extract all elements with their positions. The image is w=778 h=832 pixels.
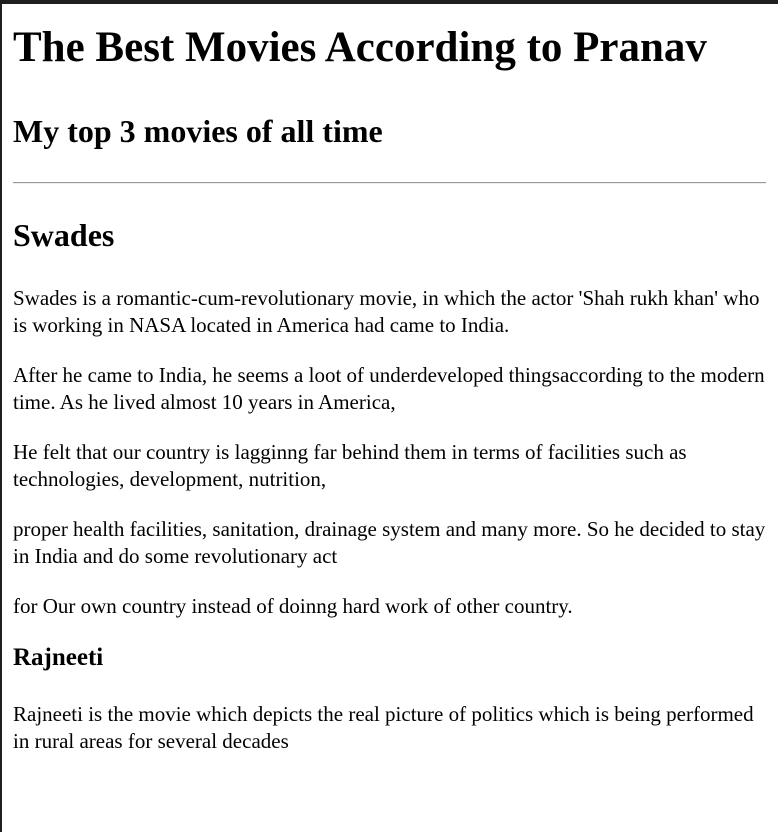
movie-paragraph: Rajneeti is the movie which depicts the real picture of politics which is being performed in rural areas for several decades [13,702,754,753]
movie-paragraph: Swades is a romantic-cum-revolutionary movie, in which the actor 'Shah rukh khan' who is working in NASA located in America had came to India. [13,286,760,337]
movie-title: Swades [13,217,115,253]
movie-section-swades [13,215,766,620]
movie-title: Rajneeti [13,644,104,671]
movie-paragraph: After he came to India, he seems a loot of underdeveloped thingsaccording to the modern time. As he lived almost 10 years in America, [13,363,765,414]
movie-paragraph: He felt that our country is lagginng far behind them in terms of facilities such as technologies, development, nutrition, [13,440,687,491]
movie-paragraph: for Our own country instead of doinng hard work of other country. [13,594,573,618]
page-title: The Best Movies According to Pranav [13,24,707,71]
section-divider [13,182,766,184]
movie-paragraph: proper health facilities, sanitation, drainage system and many more. So he decided to stay in India and do some revolutionary act [13,517,766,568]
page-content [2,20,778,755]
page-subtitle: My top 3 movies of all time [13,113,383,149]
movie-section-rajneeti [13,642,766,755]
